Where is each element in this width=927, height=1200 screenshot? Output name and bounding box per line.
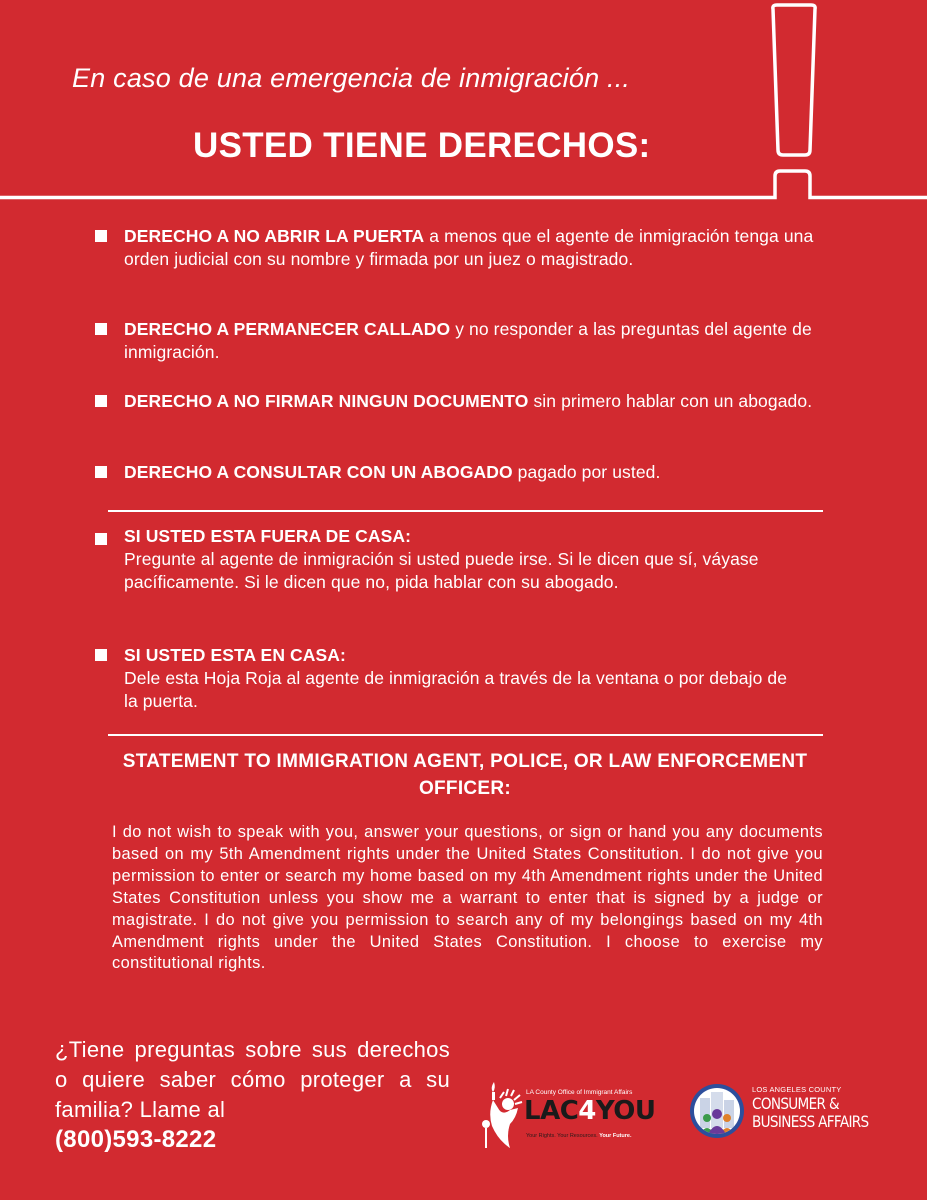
lac-tagline bbox=[526, 1133, 631, 1139]
right-text: a menos que el agente de inmigración tenga una orden judicial con su nombre y firmada por un juez o magistrado. bbox=[124, 226, 814, 269]
right-heading: DERECHO A NO FIRMAR NINGUN DOCUMENTO bbox=[124, 391, 529, 411]
lac4you-logo bbox=[480, 1078, 670, 1153]
statement-body: I do not wish to speak with you, answer your questions, or sign or hand you any documents based on my 5th Amendment rights under the United States Constitution. I do not give you permission to enter or search my home based on my 4th Amendment rights under the United States Constitution unless you show me a warrant to enter that is signed by a judge or magistrate. I do not give you permission to search any of my belongings based on my 4th Amendment rights under the United States Constitution. I choose to exercise my constitutional rights. bbox=[112, 823, 823, 973]
lac-wordmark-part: LAC bbox=[524, 1096, 579, 1126]
bullet-square-icon bbox=[95, 395, 107, 407]
right-item bbox=[95, 461, 835, 484]
situation-text: Pregunte al agente de inmigración si usted puede irse. Si le dicen que sí, váyase pacíficamente. Si le dicen que no, pida hablar con su abogado. bbox=[124, 549, 759, 592]
cba-county: LOS ANGELES COUNTY bbox=[752, 1085, 842, 1094]
situation-item bbox=[95, 644, 835, 713]
right-item bbox=[95, 390, 835, 413]
right-item bbox=[95, 225, 835, 271]
lac-tagline-text: Your Rights. Your Resources. bbox=[526, 1133, 598, 1139]
header-subtitle: En caso de una emergencia de inmigración ... bbox=[72, 63, 631, 93]
right-text: pagado por usted. bbox=[512, 462, 661, 482]
situation-text: Dele esta Hoja Roja al agente de inmigración a través de la ventana o por debajo de la puerta. bbox=[124, 668, 788, 711]
divider bbox=[108, 510, 823, 512]
cba-name bbox=[752, 1095, 869, 1131]
bullet-square-icon bbox=[95, 230, 107, 242]
cba-logo bbox=[688, 1082, 878, 1146]
bullet-square-icon bbox=[95, 533, 107, 545]
situation-heading: SI USTED ESTA FUERA DE CASA: bbox=[124, 526, 412, 546]
situation-heading: SI USTED ESTA EN CASA: bbox=[124, 645, 346, 665]
lac-wordmark bbox=[524, 1096, 656, 1126]
right-heading: DERECHO A CONSULTAR CON UN ABOGADO bbox=[124, 462, 513, 482]
right-text: sin primero hablar con un abogado. bbox=[528, 391, 813, 411]
cba-name-line: CONSUMER & bbox=[752, 1094, 839, 1113]
page-title: USTED TIENE DERECHOS: bbox=[193, 126, 651, 165]
right-item bbox=[95, 318, 835, 364]
bullet-square-icon bbox=[95, 323, 107, 335]
bullet-square-icon bbox=[95, 649, 107, 661]
lac-org-name: LA County Office of Immigrant Affairs bbox=[526, 1089, 633, 1096]
right-text: y no responder a las preguntas del agente de inmigración. bbox=[124, 319, 812, 362]
divider bbox=[108, 734, 823, 736]
cba-emblem-icon bbox=[690, 1084, 744, 1138]
lac-wordmark-part: YOU bbox=[595, 1096, 656, 1126]
phone-number[interactable]: (800)593-8222 bbox=[55, 1126, 217, 1153]
right-heading: DERECHO A NO ABRIR LA PUERTA bbox=[124, 226, 425, 246]
exclamation-icon bbox=[0, 0, 927, 210]
statement-title: STATEMENT TO IMMIGRATION AGENT, POLICE, OR LAW ENFORCEMENT OFFICER: bbox=[122, 751, 808, 799]
statue-of-liberty-icon bbox=[480, 1078, 524, 1153]
contact-block bbox=[55, 1035, 450, 1155]
right-heading: DERECHO A PERMANECER CALLADO bbox=[124, 319, 451, 339]
cba-name-line: BUSINESS AFFAIRS bbox=[752, 1112, 869, 1131]
situation-item bbox=[95, 525, 835, 594]
lac-tagline-end: Your Future. bbox=[599, 1133, 632, 1139]
contact-text: ¿Tiene preguntas sobre sus derechos o quiere saber cómo proteger a su familia? Llame al bbox=[55, 1037, 450, 1122]
lac-wordmark-four: 4 bbox=[578, 1096, 596, 1126]
bullet-square-icon bbox=[95, 466, 107, 478]
